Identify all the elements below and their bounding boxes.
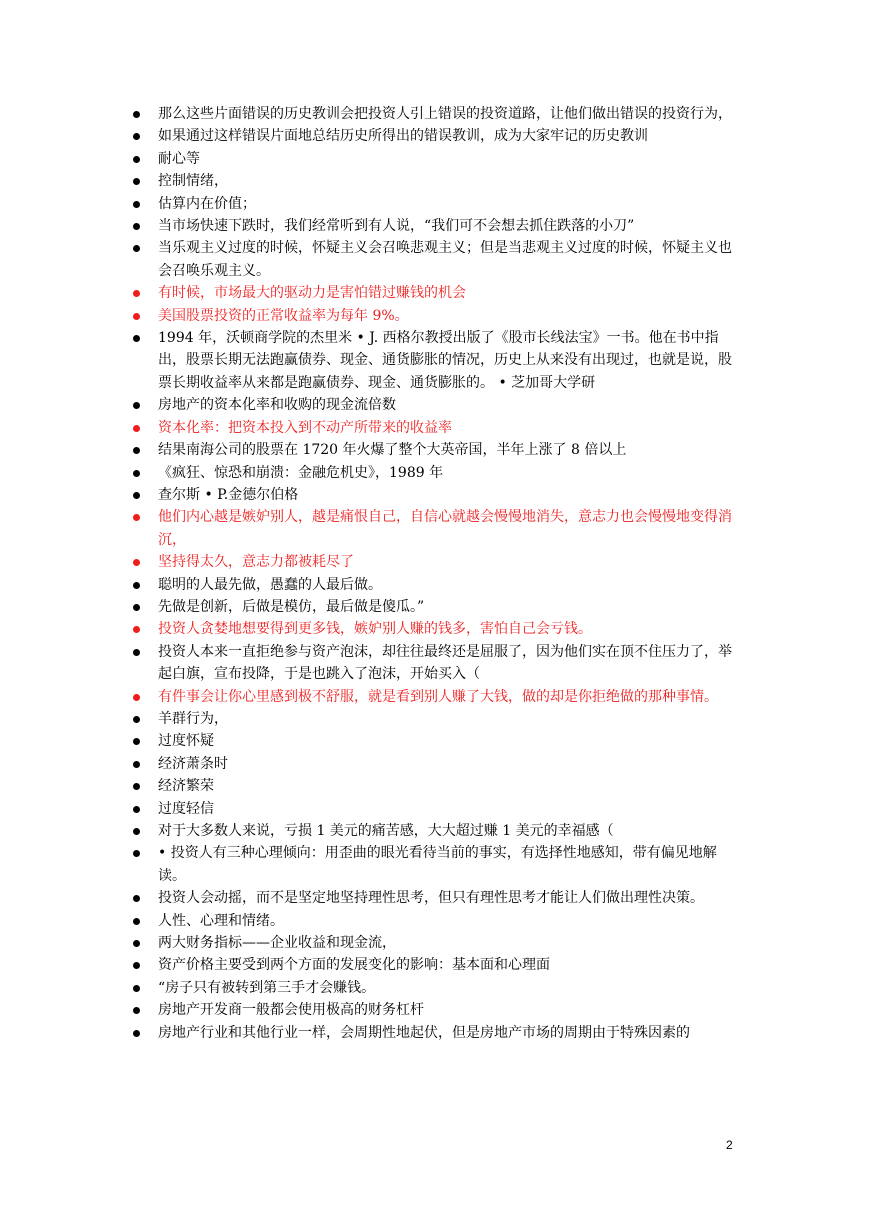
bullet-text: 他们内心越是嫉妒别人，越是痛恨自己，自信心就越会慢慢地消失，意志力也会慢慢地变得消沉，: [158, 509, 732, 548]
bullet-text: 有时候，市场最大的驱动力是害怕错过赚钱的机会: [158, 285, 466, 302]
bullet-dot-icon: [133, 828, 140, 835]
bullet-item: [133, 439, 743, 461]
bullet-dot-icon: [133, 962, 140, 969]
bullet-dot-icon: [133, 738, 140, 745]
bullet-item: [133, 327, 743, 394]
bullet-text: 耐心等: [158, 150, 200, 167]
bullet-text: 房地产的资本化率和收购的现金流倍数: [158, 397, 396, 414]
bullet-item: [133, 730, 743, 752]
bullet-item: [133, 484, 743, 506]
bullet-dot-icon: [133, 649, 140, 656]
bullet-text: 房地产开发商一般都会使用极高的财务杠杆: [158, 1002, 424, 1019]
bullet-text: • 投资人有三种心理倾向：用歪曲的眼光看待当前的事实，有选择性地感知，带有偏见地解读。: [158, 845, 717, 884]
bullet-text: 投资人贪婪地想要得到更多钱，嫉妒别人赚的钱多，害怕自己会亏钱。: [158, 621, 592, 638]
bullet-dot-icon: [133, 559, 140, 566]
bullet-text: 经济繁荣: [158, 778, 214, 795]
bullet-dot-icon: [133, 335, 140, 342]
bullet-item: [133, 977, 743, 999]
bullet-item: [133, 394, 743, 416]
page-number: 2: [726, 1138, 733, 1152]
bullet-text: “房子只有被转到第三手才会赚钱。: [158, 979, 376, 996]
bullet-text: 对于大多数人来说，亏损 1 美元的痛苦感，大大超过赚 1 美元的幸福感（: [158, 823, 614, 839]
bullet-item: [133, 170, 743, 192]
bullet-dot-icon: [133, 201, 140, 208]
bullet-dot-icon: [133, 425, 140, 432]
bullet-dot-icon: [133, 290, 140, 297]
bullet-dot-icon: [133, 492, 140, 499]
bullet-dot-icon: [133, 694, 140, 701]
bullet-dot-icon: [133, 582, 140, 589]
bullet-item: [133, 708, 743, 730]
bullet-item: [133, 686, 743, 708]
bullet-item: [133, 999, 743, 1021]
bullet-text: 投资人会动摇，而不是坚定地坚持理性思考，但只有理性思考才能让人们做出理性决策。: [158, 890, 704, 907]
bullet-text: 先做是创新，后做是模仿，最后做是傻瓜。”: [158, 598, 425, 615]
bullet-text: 聪明的人最先做，愚蠢的人最后做。: [158, 576, 382, 593]
bullet-text: 经济萧条时: [158, 755, 228, 772]
bullet-item: [133, 887, 743, 909]
bullet-text: 投资人本来一直拒绝参与资产泡沫，却往往最终还是屈服了，因为他们实在顶不住压力了，举起白旗，宣布投降，于是也跳入了泡沫，开始买入（: [158, 643, 732, 683]
bullet-text: 过度怀疑: [158, 733, 214, 750]
bullet-item: [133, 910, 743, 932]
bullet-dot-icon: [133, 806, 140, 813]
bullet-dot-icon: [133, 313, 140, 320]
bullet-dot-icon: [133, 156, 140, 163]
bullet-item: [133, 798, 743, 820]
bullet-dot-icon: [133, 447, 140, 454]
bullet-item: [133, 417, 743, 439]
bullet-dot-icon: [133, 1030, 140, 1037]
bullet-text: 有件事会让你心里感到极不舒服，就是看到别人赚了大钱，做的却是你拒绝做的那种事情。: [158, 688, 718, 705]
bullet-item: [133, 820, 743, 842]
bullet-dot-icon: [133, 985, 140, 992]
bullet-item: [133, 148, 743, 170]
bullet-item: [133, 596, 743, 618]
bullet-dot-icon: [133, 783, 140, 790]
bullet-text: 两大财务指标——企业收益和现金流，: [158, 935, 396, 952]
bullet-item: [133, 215, 743, 237]
bullet-item: [133, 305, 743, 327]
bullet-dot-icon: [133, 223, 140, 230]
bullet-text: 坚持得太久，意志力都被耗尽了: [158, 554, 354, 571]
bullet-text: 查尔斯 • P.金德尔伯格: [158, 486, 299, 503]
bullet-dot-icon: [133, 761, 140, 768]
bullet-item: [133, 618, 743, 640]
bullet-item: [133, 237, 743, 282]
bullet-text: 羊群行为，: [158, 710, 228, 727]
bullet-item: [133, 932, 743, 954]
bullet-dot-icon: [133, 178, 140, 185]
bullet-list: [133, 103, 743, 1044]
bullet-text: 控制情绪，: [158, 173, 228, 190]
bullet-item: [133, 282, 743, 304]
bullet-text: 资本化率：把资本投入到不动产所带来的收益率: [158, 419, 452, 436]
bullet-text: 估算内在价值；: [158, 195, 256, 212]
bullet-item: [133, 641, 743, 686]
bullet-dot-icon: [133, 245, 140, 252]
bullet-item: [133, 574, 743, 596]
bullet-text: 资产价格主要受到两个方面的发展变化的影响：基本面和心理面: [158, 957, 550, 974]
bullet-dot-icon: [133, 716, 140, 723]
bullet-text: 人性、心理和情绪。: [158, 912, 284, 929]
bullet-dot-icon: [133, 895, 140, 902]
bullet-dot-icon: [133, 111, 140, 118]
bullet-item: [133, 462, 743, 484]
bullet-dot-icon: [133, 626, 140, 633]
bullet-item: [133, 125, 743, 147]
bullet-item: [133, 753, 743, 775]
bullet-item: [133, 954, 743, 976]
bullet-text: 《疯狂、惊恐和崩溃：金融危机史》，1989 年: [158, 464, 444, 481]
bullet-text: 美国股票投资的正常收益率为每年 9%。: [158, 307, 409, 324]
bullet-dot-icon: [133, 918, 140, 925]
bullet-dot-icon: [133, 1007, 140, 1014]
bullet-text: 过度轻信: [158, 800, 214, 817]
bullet-item: [133, 506, 743, 551]
bullet-text: 1994 年，沃顿商学院的杰里米 • J. 西格尔教授出版了《股市长线法宝》一书。他在书中指出，股票长期无法跑赢债券、现金、通货膨胀的情况，历史上从来没有出现过，也就是说，股票长期收益率从来都是跑赢债券、现金、通货膨胀的。 • 芝加哥大学研: [158, 330, 732, 391]
bullet-text: 房地产行业和其他行业一样，会周期性地起伏，但是房地产市场的周期由于特殊因素的: [158, 1024, 690, 1041]
bullet-text: 如果通过这样错误片面地总结历史所得出的错误教训，成为大家牢记的历史教训: [158, 128, 648, 145]
bullet-item: [133, 842, 743, 887]
bullet-dot-icon: [133, 402, 140, 409]
bullet-item: [133, 193, 743, 215]
bullet-item: [133, 775, 743, 797]
bullet-item: [133, 551, 743, 573]
bullet-dot-icon: [133, 514, 140, 521]
bullet-item: [133, 103, 743, 125]
bullet-text: 当乐观主义过度的时候，怀疑主义会召唤悲观主义；但是当悲观主义过度的时候，怀疑主义也会召唤乐观主义。: [158, 240, 732, 279]
bullet-text: 当市场快速下跌时，我们经常听到有人说，“我们可不会想去抓住跌落的小刀”: [158, 218, 635, 235]
bullet-dot-icon: [133, 940, 140, 947]
bullet-item: [133, 1022, 743, 1044]
bullet-dot-icon: [133, 133, 140, 140]
bullet-dot-icon: [133, 850, 140, 857]
bullet-text: 结果南海公司的股票在 1720 年火爆了整个大英帝国，半年上涨了 8 倍以上: [158, 442, 627, 459]
bullet-dot-icon: [133, 604, 140, 611]
bullet-text: 那么这些片面错误的历史教训会把投资人引上错误的投资道路，让他们做出错误的投资行为，: [158, 106, 732, 122]
bullet-dot-icon: [133, 470, 140, 477]
